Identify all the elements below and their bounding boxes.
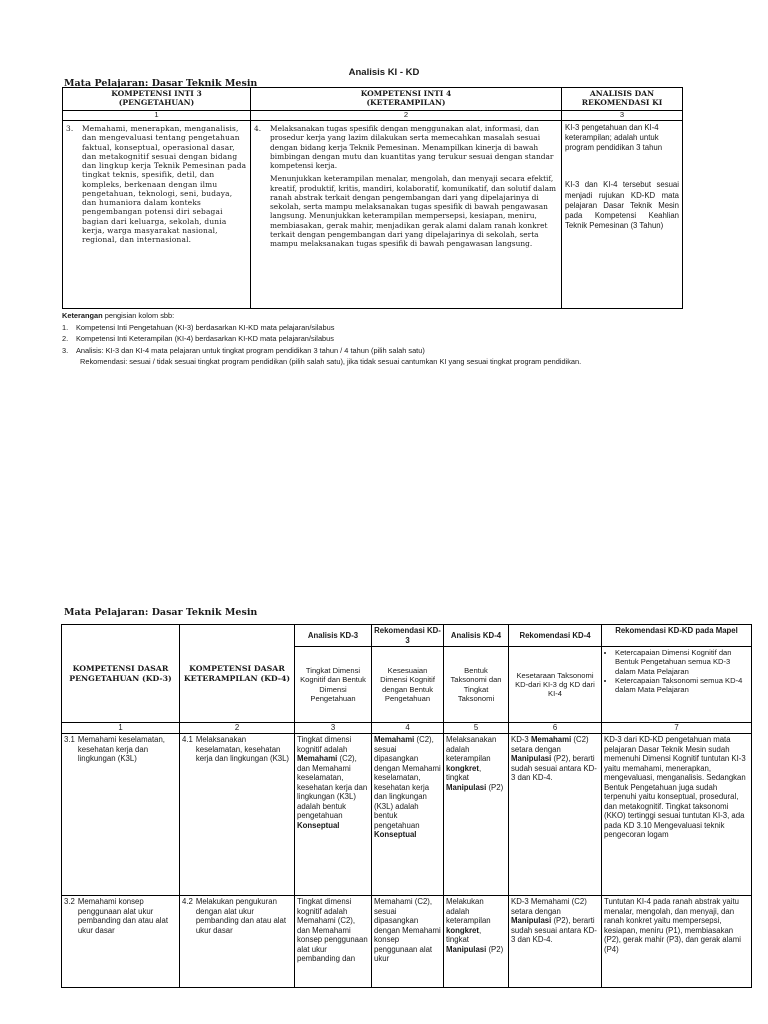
ki4-header: KOMPETENSI INTI 4 (KETERAMPILAN) xyxy=(251,88,562,111)
notes-item: 3. Analisis: KI-3 dan KI-4 mata pelajaran untuk tingkat program pendidikan 3 tahun / 4 tahun (pilih salah satu) xyxy=(62,345,425,355)
analysis-cell xyxy=(562,121,683,309)
subject-line-2: Mata Pelajaran: Dasar Teknik Mesin xyxy=(64,607,258,618)
analysis-paragraph-1: KI-3 pengetahuan dan KI-4 keterampilan; adalah untuk program pendidikan 3 tahun xyxy=(565,123,663,153)
rekomendasi-kd4-subheader: Kesetaraan Taksonomi KD-dari KI-3 dg KD dari KI-4 xyxy=(509,647,602,723)
ki3-cell xyxy=(63,121,251,309)
column-number: 1 xyxy=(63,111,251,121)
notes-item: 1. Kompetensi Inti Pengetahuan (KI-3) berdasarkan KI-KD mata pelajaran/silabus xyxy=(62,322,335,332)
column-number: 2 xyxy=(251,111,562,121)
kd3-cell: 3.2 Memahami konsep penggunaan alat ukur pembanding dan atau alat ukur dasar xyxy=(62,896,180,988)
kd3-cell: 3.1 Memahami keselamatan, kesehatan kerja dan lingkungan (K3L) xyxy=(62,734,180,896)
analysis-header: ANALISIS DAN REKOMENDASI KI xyxy=(562,88,683,111)
notes-item: 2. Kompetensi Inti Keterampilan (KI-4) berdasarkan KI-KD mata pelajaran/silabus xyxy=(62,334,334,343)
analisis-kd4-subheader: Bentuk Taksonomi dan Tingkat Taksonomi xyxy=(444,647,509,723)
analisis-kd3-cell: Tingkat dimensi kognitif adalah Memahami (C2), dan Memahami konsep penggunaan alat ukur pembanding dan xyxy=(295,896,372,988)
column-number: 3 xyxy=(295,723,372,734)
analisis-kd4-cell: Melaksanakan adalah keterampilan kongkret, tingkat Manipulasi (P2) xyxy=(444,734,509,896)
mapel-bullet: • Ketercapaian Taksonomi semua KD-4 dalam Mata Pelajaran xyxy=(615,676,749,695)
subject-line: Mata Pelajaran: Dasar Teknik Mesin xyxy=(64,78,258,89)
analysis-paragraph-2: KI-3 dan KI-4 tersebut sesuai menjadi rujukan KD-KD mata pelajaran Dasar Teknik Mesin pada Kompetensi Keahlian Teknik Pemesinan (3 Tahun) xyxy=(565,180,679,230)
notes-label: Keterangan xyxy=(62,311,103,320)
ki-analysis-table xyxy=(62,87,683,309)
rekomendasi-mapel-cell: Tuntutan KI-4 pada ranah abstrak yaitu menalar, mengolah, dan menyaji, dan ranah konkret yaitu mempersepsi, kesiapan, meniru (P1), membiasakan (P2), gerak mahir (P3), dan gerak alami (P4) xyxy=(602,896,752,988)
column-number: 3 xyxy=(562,111,683,121)
ki4-number: 4. xyxy=(254,124,262,133)
rekomendasi-mapel-cell: KD-3 dari KD-KD pengetahuan mata pelajaran Dasar Teknik Mesin sudah memenuhi Dimensi Kognitif tuntutan KI-3 yaitu memahami, menerapkan, mengevaluasi, menganalisis. Sedangkan Bentuk Pengetahuan juga sudah terpenuhi yaitu konseptual, prosedural, dan metakognitif. Tingkat taksonomi (KKO) tertinggi sesuai tuntutan KI-3, ada pada KD 3.10 Mengevaluasi teknik pengecoran logam xyxy=(602,734,752,896)
ki3-text: Memahami, menerapkan, menganalisis, dan mengevaluasi tentang pengetahuan faktual, konseptual, operasional dasar, dan metakognitif sesuai dengan bidang dan lingkup kerja Teknik Pemesinan pada tingkat teknis, spesifik, detil, dan kompleks, berkenaan dengan ilmu pengetahuan, teknologi, seni, budaya, dan humaniora dalam konteks pengembangan potensi diri sebagai bagian dari keluarga, sekolah, dunia kerja, warga masyarakat nasional, regional, dan internasional. xyxy=(82,124,247,244)
analisis-kd3-subheader: Tingkat Dimensi Kognitif dan Bentuk Dimensi Pengetahuan xyxy=(295,647,372,723)
ki4-paragraph-1: Melaksanakan tugas spesifik dengan menggunakan alat, informasi, dan prosedur kerja yang lazim dilakukan serta memecahkan masalah sesuai dengan bidang kerja Teknik Pemesinan. Menampilkan kinerja di bawah bimbingan dengan mutu dan kuantitas yang terukur sesuai dengan standar kompetensi kerja. xyxy=(270,124,554,170)
column-number: 2 xyxy=(180,723,295,734)
analisis-kd3-cell: Tingkat dimensi kognitif adalah Memahami (C2), dan Memahami keselamatan, kesehatan kerja dan lingkungan (K3L) adalah bentuk pengetahuan Konseptual xyxy=(295,734,372,896)
notes-section xyxy=(62,310,581,368)
kd4-cell: 4.2 Melakukan pengukuran dengan alat ukur pembanding dan atau alat ukur dasar xyxy=(180,896,295,988)
analisis-kd4-cell: Melakukan adalah keterampilan kongkret, tingkat Manipulasi (P2) xyxy=(444,896,509,988)
rekomendasi-kd3-cell: Memahami (C2), sesuai dipasangkan dengan Memahami keselamatan, kesehatan kerja dan lingkungan (K3L) adalah bentuk pengetahuan Konseptual xyxy=(372,734,444,896)
notes-intro: pengisian kolom sbb: xyxy=(102,311,175,320)
column-number: 1 xyxy=(62,723,180,734)
rekomendasi-kd3-header: Rekomendasi KD-3 xyxy=(372,625,444,647)
rekomendasi-kd3-cell: Memahami (C2), sesuai dipasangkan dengan Memahami konsep penggunaan alat ukur xyxy=(372,896,444,988)
kd3-header: KOMPETENSI DASAR PENGETAHUAN (KD-3) xyxy=(62,625,180,723)
rekomendasi-kd3-subheader: Kesesuaian Dimensi Kognitif dengan Bentuk Pengetahuan xyxy=(372,647,444,723)
analisis-kd4-header: Analisis KD-4 xyxy=(444,625,509,647)
kd4-header: KOMPETENSI DASAR KETERAMPILAN (KD-4) xyxy=(180,625,295,723)
ki3-number: 3. xyxy=(66,124,74,133)
rekomendasi-mapel-header: Rekomendasi KD-KD pada Mapel xyxy=(602,625,752,647)
rekomendasi-kd4-cell: KD-3 Memahami (C2) setara dengan Manipulasi (P2), berarti sudah sesuai antara KD-3 dan KD-4. xyxy=(509,896,602,988)
document-title: Analisis KI - KD xyxy=(348,67,420,78)
kd-analysis-table xyxy=(61,624,752,988)
column-number: 5 xyxy=(444,723,509,734)
ki4-paragraph-2: Menunjukkan keterampilan menalar, mengolah, dan menyaji secara efektif, kreatif, produktif, kritis, mandiri, kolaboratif, komunikatif, dan solutif dalam ranah abstrak terkait dengan pengembangan dari yang dipelajarinya di sekolah, serta mampu melaksanakan tugas spesifik di bawah pengawasan langsung. Menunjukkan keterampilan mempersepsi, kesiapan, meniru, membiasakan, gerak mahir, menjadikan gerak alami dalam ranah konkret terkait dengan pengembangan dari yang dipelajarinya di sekolah, serta mampu melaksanakan tugas spesifik di bawah pengawasan langsung. xyxy=(270,174,557,248)
kd4-cell: 4.1 Melaksanakan keselamatan, kesehatan kerja dan lingkungan (K3L) xyxy=(180,734,295,896)
mapel-bullet: • Ketercapaian Dimensi Kognitif dan Bentuk Pengetahuan semua KD-3 dalam Mata Pelajaran xyxy=(615,648,749,676)
analisis-kd3-header: Analisis KD-3 xyxy=(295,625,372,647)
rekomendasi-kd4-header: Rekomendasi KD-4 xyxy=(509,625,602,647)
rekomendasi-kd4-cell: KD-3 Memahami (C2) setara dengan Manipulasi (P2), berarti sudah sesuai antara KD-3 dan KD-4. xyxy=(509,734,602,896)
ki3-header: KOMPETENSI INTI 3 (PENGETAHUAN) xyxy=(63,88,251,111)
column-number: 7 xyxy=(602,723,752,734)
rekomendasi-mapel-subheader xyxy=(602,647,752,723)
ki4-cell xyxy=(251,121,562,309)
notes-recommendation: Rekomendasi: sesuai / tidak sesuai tingkat program pendidikan (pilih salah satu), jika tidak sesuai cantumkan KI yang sesuai tingkat program pendidikan. xyxy=(80,357,582,366)
column-number: 4 xyxy=(372,723,444,734)
column-number: 6 xyxy=(509,723,602,734)
